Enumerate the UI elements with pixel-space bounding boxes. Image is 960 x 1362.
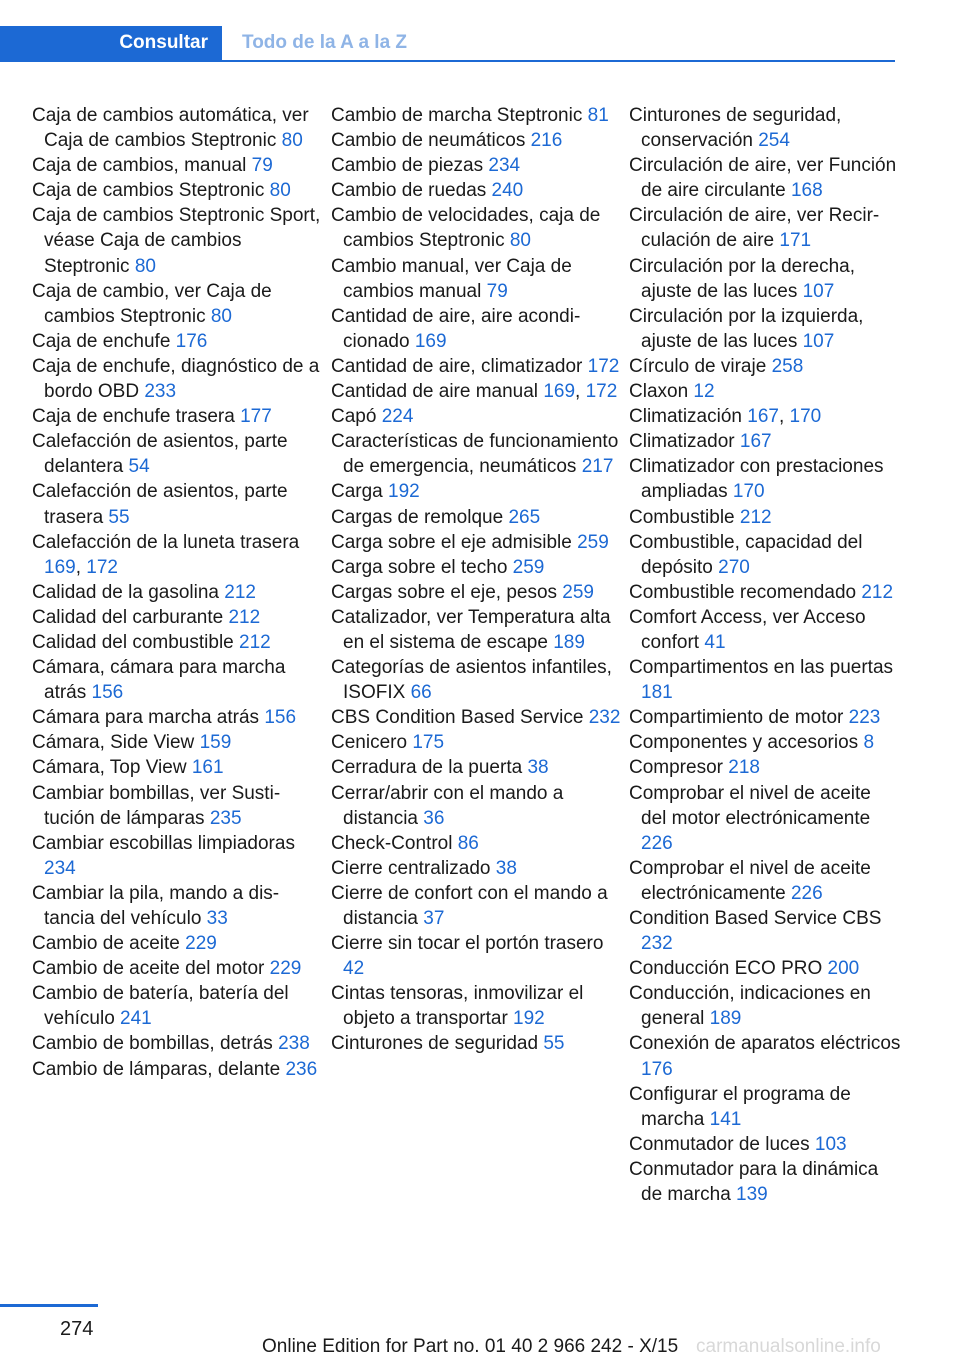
index-entry-text: Catalizador, ver Temperatura alta en el sistema de escape [331, 606, 611, 653]
index-entry [331, 655, 621, 705]
index-entry-text: Cambio de piezas [331, 155, 489, 177]
index-entry-text: Capó [331, 406, 382, 428]
index-entry-text: Comprobar el nivel de aceite del motor electrónicamente [629, 782, 871, 829]
index-entry [331, 781, 621, 831]
page-reference-link[interactable]: 189 [709, 1008, 742, 1030]
index-entry-text: Compartimiento de motor [629, 707, 849, 729]
index-entry-text: Conducción, indicaciones en general [629, 983, 871, 1030]
index-entry-text: Cambio de velocidades, caja de cambios Steptronic [331, 205, 601, 252]
index-entry [629, 956, 901, 981]
index-entry [629, 103, 901, 153]
index-entry [32, 705, 322, 730]
index-entry-text: Caja de enchufe trasera [32, 406, 241, 428]
page-reference-link[interactable]: 167 [739, 431, 772, 453]
page-reference-link[interactable]: 232 [588, 707, 621, 729]
index-entry-text: Conexión de aparatos eléctricos [629, 1033, 901, 1055]
page-reference-link[interactable]: 189 [553, 631, 585, 653]
page-reference-link[interactable]: 55 [543, 1033, 565, 1055]
index-entry [331, 429, 621, 479]
index-entry-text: Caja de cambios automática, ver Caja de cambios Steptronic [32, 105, 309, 152]
index-entry [629, 755, 901, 780]
index-entry [629, 781, 901, 856]
index-entry-text: Conmutador para la dinámica de marcha [629, 1158, 879, 1206]
page-reference-link[interactable]: 216 [530, 130, 563, 152]
index-column-3 [629, 103, 901, 1207]
index-entry-text: Cambio de aceite [32, 933, 186, 955]
page-reference-link[interactable]: 217 [581, 456, 614, 478]
page-reference-link[interactable]: 79 [486, 280, 508, 302]
index-entry-text: Cámara, Side View [32, 732, 200, 754]
index-entry-text: Caja de cambios, manual [32, 155, 252, 177]
page-reference-link[interactable]: 234 [44, 857, 76, 879]
index-entry [32, 781, 322, 831]
page-reference-link[interactable]: 170 [732, 481, 765, 503]
index-entry [629, 254, 901, 304]
index-entry [331, 404, 621, 429]
index-entry [32, 103, 322, 153]
index-entry: Climatización 167, 170 [629, 406, 822, 428]
index-entry-text: Caja de cambios Steptronic Sport, véase Caja de cambios Steptronic [32, 205, 321, 277]
index-entry-text: Carga sobre el techo [331, 556, 513, 578]
index-entry-text: Caja de enchufe [32, 330, 176, 352]
index-entry [331, 479, 621, 504]
index-entry [331, 580, 621, 605]
page-reference-link[interactable]: 181 [641, 682, 673, 704]
index-entry [32, 605, 322, 630]
index-entry [331, 128, 621, 153]
tab-consultar[interactable] [0, 26, 222, 60]
index-entry-text: Calefacción de asientos, parte delantera [32, 431, 288, 478]
index-entry-text: Características de funcionamiento de emergencia, neumáticos [331, 431, 619, 478]
index-entry-text: Climatizador con prestaciones ampliadas [629, 456, 884, 503]
index-entry [629, 705, 901, 730]
index-entry [629, 655, 901, 705]
index-entry-text: Círculo de viraje [629, 355, 772, 377]
index-entry-text: Calidad de la gasolina [32, 581, 225, 603]
header-divider [0, 60, 895, 62]
index-entry-text: Compresor [629, 757, 729, 779]
page-reference-link[interactable]: 107 [802, 280, 835, 302]
index-entry [629, 856, 901, 906]
index-entry-text: Cinturones de seguridad, conservación [629, 105, 842, 152]
index-entry-text: Cambio de aceite del motor [32, 958, 270, 980]
index-entry-text: Circulación por la derecha, ajuste de las luces [629, 255, 856, 302]
page-reference-link[interactable]: 38 [495, 857, 517, 879]
page-reference-link[interactable]: 161 [191, 757, 224, 779]
page-reference-link[interactable]: 86 [457, 832, 479, 854]
index-entry-text: Caja de enchufe, diagnóstico de a bordo OBD [32, 355, 320, 403]
index-entry [331, 981, 621, 1031]
index-entry-text: Cerradura de la puerta [331, 757, 528, 779]
index-entry-text: Conducción ECO PRO [629, 958, 828, 980]
index-entry-text: Compartimentos en las puertas [629, 657, 894, 679]
index-entry [331, 153, 621, 178]
index-entry [629, 605, 901, 655]
index-entry-text: Combustible recomendado [629, 581, 862, 603]
page-reference-link[interactable]: 54 [128, 456, 150, 478]
page-reference-link[interactable]: 12 [693, 381, 715, 403]
index-entry-text: CBS Condition Based Service [331, 707, 589, 729]
index-column-1 [32, 103, 322, 1082]
page-reference-link[interactable]: 258 [771, 355, 804, 377]
index-entry [331, 1031, 621, 1056]
page-reference-link[interactable]: 223 [848, 707, 881, 729]
page-reference-link[interactable]: 200 [827, 958, 860, 980]
page-reference-link[interactable]: 212 [224, 581, 256, 603]
page-reference-link[interactable]: 229 [185, 933, 217, 955]
index-entry-text: Cantidad de aire, climatizador [331, 355, 588, 377]
page-reference-link[interactable]: 169 [44, 556, 76, 578]
page-reference-link[interactable]: 8 [863, 732, 875, 754]
index-entry [331, 605, 621, 655]
index-entry-text: Cambiar bombillas, ver Sustitución de lámparas [32, 782, 281, 829]
page-reference-link[interactable]: 38 [527, 757, 549, 779]
index-entry-text: Carga sobre el eje admisible [331, 531, 578, 553]
index-entry-text: Cambiar la pila, mando a distancia del vehículo [32, 882, 280, 929]
page-reference-link[interactable]: 156 [264, 707, 297, 729]
index-entry [32, 580, 322, 605]
index-entry [629, 1132, 901, 1157]
index-entry-text: Cambio de bombillas, detrás [32, 1033, 279, 1055]
index-entry [32, 178, 322, 203]
index-entry [32, 730, 322, 755]
index-entry-text: Categorías de asientos infantiles, ISOFIX [331, 657, 612, 704]
index-entry-text: Cintas tensoras, inmovilizar el objeto a transportar [331, 983, 584, 1030]
page-reference-link[interactable]: 241 [120, 1008, 152, 1030]
index-entry [32, 630, 322, 655]
index-entry [331, 505, 621, 530]
page-reference-link[interactable]: 42 [343, 958, 365, 980]
page-reference-link[interactable]: 107 [802, 330, 835, 352]
page-reference-link[interactable]: 226 [641, 832, 673, 854]
index-entry-text: Cenicero [331, 732, 413, 754]
index-entry-text: Cierre sin tocar el portón trasero [331, 933, 604, 955]
tab-a-z[interactable]: Todo de la A a la Z [242, 32, 408, 53]
index-entry-text: Cerrar/abrir con el mando a distancia [331, 782, 564, 829]
page-reference-link[interactable]: 192 [388, 481, 420, 503]
page-reference-link[interactable]: 218 [728, 757, 760, 779]
page-reference-link[interactable]: 141 [709, 1108, 742, 1130]
index-entry [629, 906, 901, 956]
index-entry [32, 655, 322, 705]
index-entry-text: Cantidad de aire, aire acondicionado [331, 305, 581, 352]
page-reference-link[interactable]: 159 [199, 732, 232, 754]
page-reference-link[interactable]: 259 [577, 531, 609, 553]
index-entry [331, 755, 621, 780]
page-reference-link[interactable]: 234 [488, 155, 521, 177]
index-entry-text: Calidad del carburante [32, 606, 229, 628]
index-entry-text: Cambiar escobillas limpiadoras [32, 832, 295, 854]
page-reference-link[interactable]: 169 [414, 330, 447, 352]
index-entry [32, 153, 322, 178]
index-entry-text: Calidad del combustible [32, 631, 240, 653]
page-reference-link[interactable]: 169 [543, 381, 576, 403]
index-entry-text: Componentes y accesorios [629, 732, 864, 754]
index-entry-text: Combustible [629, 506, 740, 528]
page-reference-link[interactable]: 80 [281, 130, 303, 152]
index-entry-text: Comprobar el nivel de aceite electrónicamente [629, 857, 871, 904]
index-entry [331, 354, 621, 379]
watermark: carmanualsonline.info [696, 1336, 881, 1357]
index-entry-text: Circulación de aire, ver Recirculación de aire [629, 205, 880, 252]
page-reference-link[interactable]: 240 [491, 180, 524, 202]
index-entry [629, 580, 901, 605]
index-entry: Calefacción de la luneta trasera 169, 172 [32, 531, 300, 578]
index-entry [32, 981, 322, 1031]
page-reference-link[interactable]: 177 [240, 406, 272, 428]
page-reference-link[interactable]: 80 [269, 180, 291, 202]
index-entry [629, 730, 901, 755]
page-reference-link[interactable]: 41 [704, 631, 726, 653]
page-reference-link[interactable]: 170 [789, 406, 822, 428]
page-reference-link[interactable]: 176 [175, 330, 208, 352]
index-entry [331, 856, 621, 881]
index-entry [32, 354, 322, 404]
index-entry [32, 1031, 322, 1056]
page-reference-link[interactable]: 238 [278, 1033, 310, 1055]
index-entry [331, 304, 621, 354]
page-reference-link[interactable]: 139 [736, 1184, 768, 1206]
index-entry-text: Cámara, cámara para marcha atrás [32, 657, 286, 704]
index-entry [629, 153, 901, 203]
index-entry-text: Cinturones de seguridad [331, 1033, 544, 1055]
page-reference-link[interactable]: 172 [587, 355, 620, 377]
page-reference-link[interactable]: 259 [512, 556, 545, 578]
page-reference-link[interactable]: 254 [758, 130, 790, 152]
index-entry [32, 429, 322, 479]
page-reference-link[interactable]: 212 [861, 581, 894, 603]
index-entry [331, 254, 621, 304]
page-reference-link[interactable]: 81 [587, 105, 609, 126]
page-reference-link[interactable]: 259 [562, 581, 594, 603]
index-entry [331, 530, 621, 555]
index-entry [331, 103, 621, 128]
index-entry-text: Conmutador de luces [629, 1133, 815, 1155]
edition-note: Online Edition for Part no. 01 40 2 966 242 - X/15 [262, 1336, 679, 1357]
index-entry [32, 203, 322, 278]
index-entry-text: Cambio de neumáticos [331, 130, 531, 152]
index-entry [32, 1057, 322, 1082]
page-reference-link[interactable]: 168 [790, 180, 823, 202]
page-reference-link[interactable]: 79 [251, 155, 273, 177]
index-entry [629, 1157, 901, 1207]
page-reference-link[interactable]: 167 [747, 406, 779, 428]
index-entry-text: Calefacción de asientos, parte trasera [32, 481, 288, 528]
index-entry [331, 555, 621, 580]
index-entry-text: Check-Control [331, 832, 458, 854]
index-entry-text: Calefacción de la luneta trasera [32, 531, 300, 553]
page-reference-link[interactable]: 80 [134, 255, 156, 277]
index-entry-text: Cambio de batería, batería del vehículo [32, 983, 289, 1030]
page-reference-link[interactable]: 103 [814, 1133, 847, 1155]
index-entry-text: Carga [331, 481, 389, 503]
index-entry [32, 479, 322, 529]
index-entry [629, 379, 901, 404]
page-reference-link[interactable]: 55 [108, 506, 130, 528]
page-reference-link[interactable]: 192 [513, 1008, 545, 1030]
page-reference-link[interactable]: 171 [779, 230, 812, 252]
index-entry-text: Caja de cambio, ver Caja de cambios Steptronic [32, 280, 272, 327]
page-reference-link[interactable]: 176 [641, 1058, 673, 1080]
index-entry [331, 203, 621, 253]
index-entry-text: Circulación de aire, ver Función de aire circulante [629, 155, 897, 202]
index-entry [331, 705, 621, 730]
index-entry-text: Cambio manual, ver Caja de cambios manual [331, 255, 572, 302]
page-reference-link[interactable]: 270 [718, 556, 750, 578]
index-entry-text: Combustible, capacidad del depósito [629, 531, 863, 578]
page-reference-link[interactable]: 212 [239, 631, 271, 653]
footer-divider [0, 1304, 98, 1307]
index-entry-text: Cambio de lámparas, delante [32, 1058, 286, 1080]
page-reference-link[interactable]: 172 [585, 381, 618, 403]
page-reference-link[interactable]: 33 [206, 908, 228, 929]
index-entry [629, 1031, 901, 1081]
page-reference-link[interactable]: 36 [423, 807, 445, 829]
page-reference-link[interactable]: 226 [790, 882, 823, 904]
index-entry-text: Condition Based Service CBS [629, 908, 882, 929]
index-entry: Cantidad de aire manual 169, 172 [331, 381, 618, 403]
index-column-2 [331, 103, 621, 1057]
index-entry [629, 429, 901, 454]
page-reference-link[interactable]: 80 [509, 230, 531, 252]
index-entry-text: Cierre de confort con el mando a distancia [331, 882, 608, 929]
page-reference-link[interactable]: 212 [739, 506, 772, 528]
index-entry-text: Cargas de remolque [331, 506, 509, 528]
index-entry-text: Cambio de marcha Steptronic [331, 105, 588, 126]
index-entry [629, 354, 901, 379]
index-entry-text: Cierre centralizado [331, 857, 496, 879]
page-reference-link[interactable]: 175 [412, 732, 445, 754]
index-entry-text: Caja de cambios Steptronic [32, 180, 270, 202]
header [0, 26, 895, 62]
index-entry [629, 530, 901, 580]
index-entry [331, 730, 621, 755]
page-reference-link[interactable]: 229 [269, 958, 302, 980]
index-entry [32, 931, 322, 956]
index-entry-text: Cámara para marcha atrás [32, 707, 265, 729]
index-entry-text: Cámara, Top View [32, 757, 192, 779]
page-reference-link[interactable]: 172 [86, 556, 118, 578]
index-entry [629, 505, 901, 530]
index-entry [629, 304, 901, 354]
index-entry-text: Cantidad de aire manual [331, 381, 544, 403]
page-reference-link[interactable]: 265 [508, 506, 541, 528]
index-entry-text: Circulación por la izquierda, ajuste de las luces [629, 305, 864, 352]
index-entry [32, 881, 322, 931]
index-entry-text: Climatizador [629, 431, 740, 453]
index-entry [32, 755, 322, 780]
index-entry [629, 454, 901, 504]
index-entry [32, 956, 322, 981]
page-reference-link[interactable]: 80 [210, 305, 232, 327]
index-entry-text: Cargas sobre el eje, pesos [331, 581, 563, 603]
index-entry [629, 1082, 901, 1132]
page-reference-link[interactable]: 232 [641, 933, 673, 955]
index-entry [32, 831, 322, 881]
index-entry [629, 203, 901, 253]
tab-consultar-label: Consultar [119, 32, 208, 53]
page-reference-link[interactable]: 37 [423, 908, 445, 929]
index-entry-text: Comfort Access, ver Acceso confort [629, 606, 866, 653]
page-reference-link[interactable]: 236 [285, 1058, 318, 1080]
page-reference-link[interactable]: 233 [144, 381, 177, 403]
page-reference-link[interactable]: 235 [209, 807, 242, 829]
index-entry [331, 881, 621, 931]
page-number: 274 [60, 1318, 94, 1340]
index-entry [629, 981, 901, 1031]
index-entry [32, 404, 322, 429]
index-entry-text: Cambio de ruedas [331, 180, 492, 202]
index-entry [331, 931, 621, 981]
index-entry [32, 279, 322, 329]
index-entry-text: Configurar el programa de marcha [629, 1083, 851, 1130]
index-entry [32, 329, 322, 354]
index-entry [331, 831, 621, 856]
index-entry [331, 178, 621, 203]
page-reference-link[interactable]: 66 [410, 682, 432, 704]
index-entry-text: Claxon [629, 381, 694, 403]
page-reference-link[interactable]: 224 [381, 406, 414, 428]
page-reference-link[interactable]: 156 [91, 682, 124, 704]
page-reference-link[interactable]: 212 [228, 606, 261, 628]
index-entry-text: Climatización [629, 406, 748, 428]
